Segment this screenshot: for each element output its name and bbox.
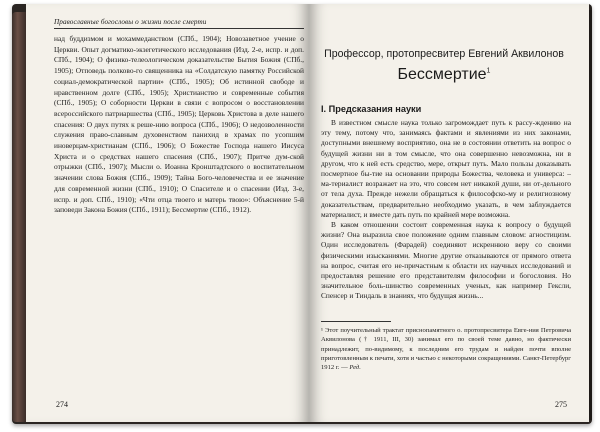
section-heading: I. Предсказания науки xyxy=(321,104,422,114)
footnote-rule xyxy=(321,321,391,322)
book-spine xyxy=(12,12,26,422)
author-line: Профессор, протопресвитер Евгений Аквилонов xyxy=(324,48,564,60)
open-book xyxy=(12,4,592,424)
footnote-marker: 1 xyxy=(486,67,491,75)
right-paragraph: В известном смысле наука только загромождает путь к рассу-ждению на эту тему, потому что, занимаясь фактами и явлениями из них законами, доступными внешнему восприятию, она не в состоянии ответить на вопрос о будущей жизни ни в том смысле, что она совершенно невозможна, ни в другом, что к ней есть средство, мере, открыт путь. Мало пользы доказывать посмертное бы-тие на основании природы Божества, человека и универса: – ма-териалист возражает на это, что совсем нет никакой души, ни от-дельного от тела духа. Прежде нежели обращаться к философско-му и религиозному доказательствам, предварительно необходимо указать, в чем заблуждается материалист, и вместе дать путь по крайней мере возможна. xyxy=(321,118,571,219)
work-title xyxy=(319,66,569,84)
running-head: Православные богословы о жизни после смерти xyxy=(54,18,304,29)
footnote-text: ¹ Этот поучительный трактат приснопамятного о. протопресвитера Евге-ния Петровича Аквилонова († 1911, III, 30) занимал его по своей теме давно, но фактически принадлежит, по-видимому, к последним его трудам и найден почти вполне приготовленным к печати, хотя и частью с некоторыми сокращениями. Санкт-Петербург 1912 г. — xyxy=(321,327,571,372)
left-page xyxy=(26,4,309,422)
right-page xyxy=(309,4,589,422)
footnote-signature: Ред. xyxy=(349,364,361,372)
right-paragraph: В каком отношении состоит современная наука к вопросу о будущей жизни? Она выразила свое положение одним главным словом: агностицизм. Один исследователь (Фарадей) соединяют искреннюю веру со своими физическими изысканиями. Многие другие отказываются от прямого ответа на вопрос, считая его не-причастным к области их научных исследований и предоставляя решение его представителям философии и богословия. Но значительное боль-шинство современных ученых, как например Гексли, Спенсер и Тиндаль в знаниях, что будущая жизнь... xyxy=(321,220,571,301)
book-edge xyxy=(589,10,592,420)
left-paragraph: над буддизмом и мохаммеданством (СПб., 1904); Новозаветное учение о Церкви. Опыт догматико-экзегетического исследования (Изд. 2-е, испр. и доп. СПб., 1904); О физико-телеологическом доказательстве Бытия Божия (СПб., 1905); Отповедь полково-го священника на «Солдатскую памятку Российской социал-демократической партии» (СПб., 1905); Об истинной свободе и нравственном долге (СПб., 1905); Христианство и современные события (СПб., 1905); О соборности Церкви в связи с вопросом о восстановлении всероссийского патриаршества (СПб., 1905); Церковь Христова в деле нашего спасения: О двух путях к реше-нию вопроса (СПб., 1906); О недозволенности служения право-славным духовенством панихид в храмах по усопшим иноверцам-христианам (СПб., 1906); О Божестве Господа нашего Иисуса Христа и о средствах нашего спасения (СПб., 1907); Притче дум-ской отрыжки (СПб., 1907); Мысли о. Иоанна Кронштадтского о воспитательном значении слова Божия (СПб., 1909); Тайна Бого-человечества и ее значение для современной жизни (СПб., 1910); О Спасителе и о спасении (Изд. 3-е, испр. и доп. СПб., 1910); «Чти отца твоего и матерь твою»: Объяснение 5-й заповеди Закона Божия (СПб., 1911); Бессмертие (СПб., 1912). xyxy=(54,34,304,215)
footnote xyxy=(321,326,571,372)
work-title-text: Бессмертие xyxy=(397,66,487,83)
left-page-text xyxy=(54,34,304,216)
page-number-left: 274 xyxy=(56,400,68,409)
page-number-right: 275 xyxy=(555,400,567,409)
right-page-text xyxy=(321,118,571,302)
